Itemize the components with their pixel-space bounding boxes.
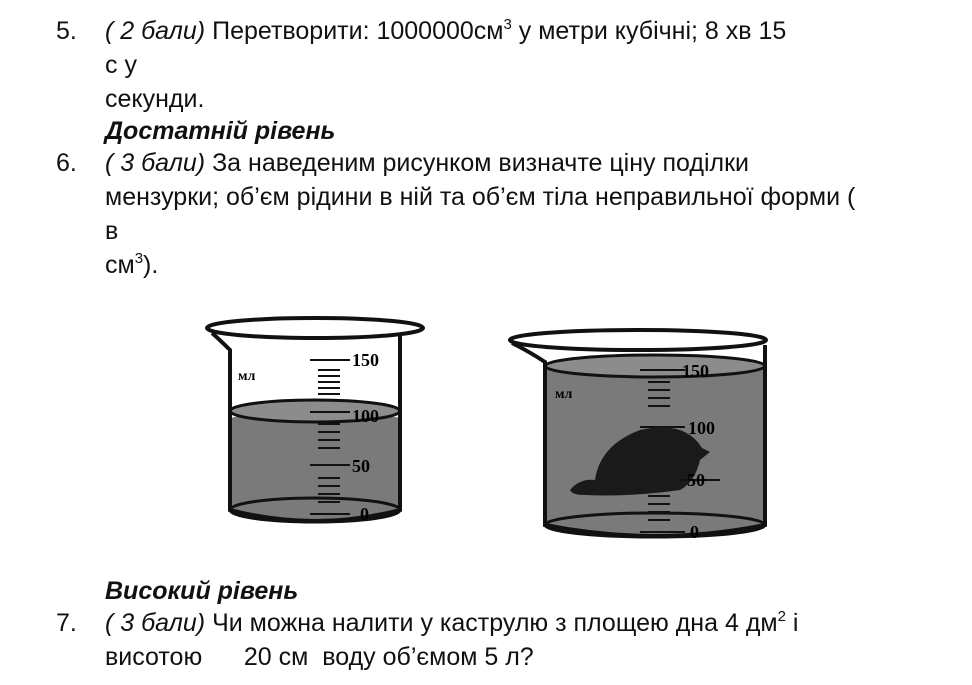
beaker-1-unit: мл bbox=[238, 369, 256, 384]
question-7-sup: 2 bbox=[777, 607, 786, 625]
question-5-text-b: у метри кубічні; 8 хв 15 bbox=[511, 17, 787, 45]
question-6-text-1: За наведеним рисунком визначте ціну поділки bbox=[205, 149, 749, 177]
question-6-points: ( 3 бали) bbox=[105, 149, 206, 177]
beakers-figure bbox=[190, 300, 790, 560]
question-6-line-1 bbox=[105, 146, 749, 180]
beaker-1-label-100: 100 bbox=[352, 406, 379, 426]
question-6-text-3a: в см bbox=[105, 217, 135, 279]
beaker-1-label-150: 150 bbox=[352, 350, 379, 370]
level-high-heading: Високий рівень bbox=[105, 577, 299, 605]
question-6-line-3 bbox=[105, 214, 158, 282]
question-7-points: ( 3 бали) bbox=[105, 609, 206, 637]
level-sufficient-heading: Достатній рівень bbox=[105, 117, 336, 145]
question-5-line-2: с у секунди. bbox=[105, 51, 205, 113]
beaker-2-unit: мл bbox=[555, 387, 573, 402]
beaker-2-label-150: 150 bbox=[682, 361, 709, 381]
beaker-1-label-50: 50 bbox=[352, 456, 370, 476]
beaker-2-liquid-surface bbox=[545, 355, 765, 377]
question-6-text-3b: ). bbox=[143, 251, 159, 279]
question-5-line-1 bbox=[105, 14, 786, 48]
question-7-line-2: висотою 20 см воду об’ємом 5 л? bbox=[105, 643, 534, 671]
question-5-number: 5. bbox=[56, 17, 77, 45]
beaker-2-label-100: 100 bbox=[688, 418, 715, 438]
question-6-number: 6. bbox=[56, 149, 77, 177]
question-5-sup: 3 bbox=[503, 15, 512, 33]
question-5-points: ( 2 бали) bbox=[105, 17, 206, 45]
question-7-text-b: і bbox=[785, 609, 799, 637]
beaker-2-rim bbox=[510, 330, 766, 350]
beaker-1 bbox=[207, 318, 423, 524]
beaker-2 bbox=[510, 330, 766, 542]
beaker-2-label-0: 0 bbox=[690, 522, 699, 542]
beakers-illustration bbox=[190, 300, 790, 560]
beaker-1-label-0: 0 bbox=[360, 504, 369, 524]
beaker-1-rim bbox=[207, 318, 423, 338]
question-6-sup: 3 bbox=[134, 249, 144, 267]
question-6-line-2: мензурки; об’єм рідини в ній та об’єм тіла неправильної форми ( bbox=[105, 183, 856, 211]
question-5-text-a: Перетворити: 1000000см bbox=[212, 17, 504, 45]
beaker-2-label-50: 50 bbox=[687, 470, 705, 490]
question-7-number: 7. bbox=[56, 609, 77, 637]
question-7-line-1 bbox=[105, 606, 798, 640]
question-7-text-a: Чи можна налити у каструлю з площею дна 4 дм bbox=[205, 609, 778, 637]
